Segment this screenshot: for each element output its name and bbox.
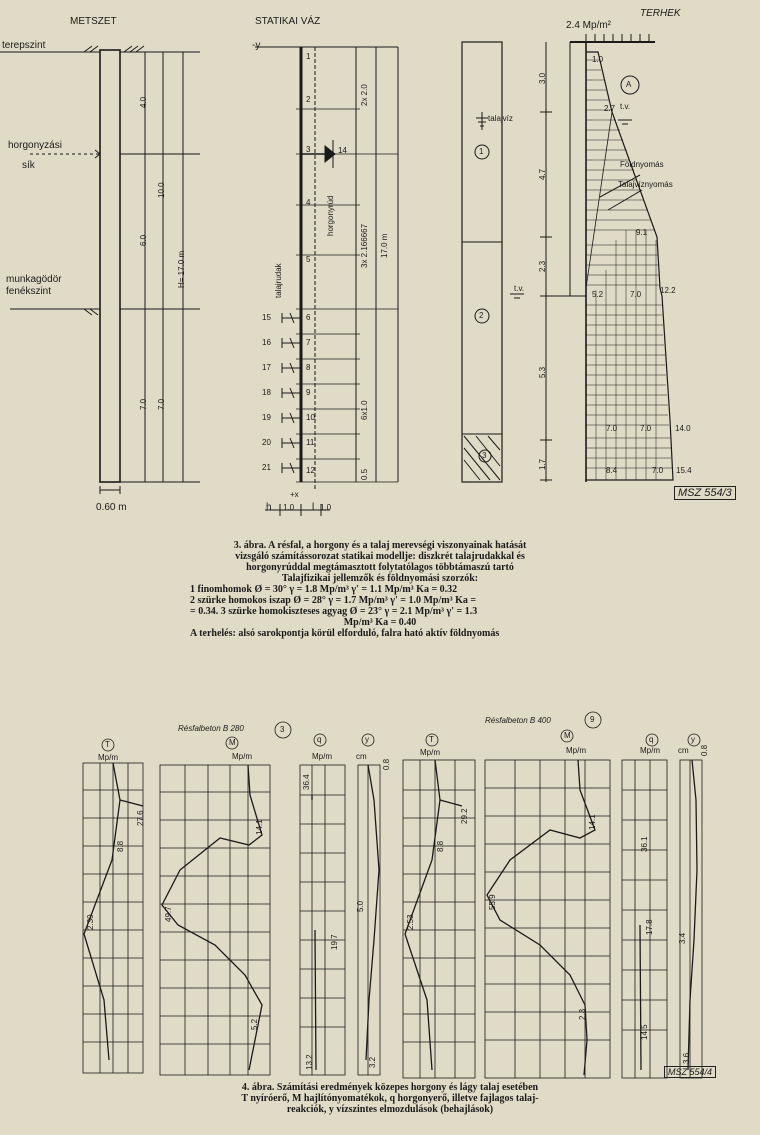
- dim-10-0: 10.0: [157, 182, 166, 198]
- dim-6-0: 6.0: [139, 234, 148, 246]
- g2-m-v1: 14.1: [588, 814, 597, 830]
- g1-t-v1: 8.8: [116, 840, 125, 852]
- tv-label-2: t.v.: [514, 284, 525, 293]
- dim-0-5: 0.5: [360, 468, 369, 480]
- g2-m-symbol: M: [564, 731, 571, 740]
- value-15-4: 15.4: [676, 466, 692, 475]
- g1-t-unit: Mp/m: [98, 753, 118, 762]
- g2-t-v2: 29.2: [460, 808, 469, 824]
- g2-t-v1: 8.8: [436, 840, 445, 852]
- dim-2-3: 2.3: [538, 260, 547, 272]
- node-12: 12: [306, 466, 315, 475]
- g1-y-unit: cm: [356, 752, 367, 761]
- g2-m-v2: 55.9: [488, 894, 497, 910]
- caption-fig3-line9: A terhelés: alsó sarokpontja körül elforduló, falra ható aktív földnyomás: [190, 628, 500, 639]
- value-7-0b: 7.0: [606, 424, 618, 433]
- value-12-2: 12.2: [660, 286, 676, 295]
- width-2: 1.0: [320, 503, 332, 512]
- spring-21: 21: [262, 463, 271, 472]
- g1-m-v1: 14.1: [255, 819, 264, 835]
- g1-t-v2: 27.6: [136, 810, 145, 826]
- x-axis-label: +x: [290, 490, 299, 499]
- caption-fig4-line2: T nyíróerő, M hajlítónyomatékok, q horgonyerő, illetve fajlagos talaj-: [241, 1093, 539, 1104]
- g1-m-unit: Mp/m: [232, 752, 252, 761]
- spring-15: 15: [262, 313, 271, 322]
- dim-7-0a: 7.0: [139, 398, 148, 410]
- group1-title: Résfalbeton B 280: [178, 724, 244, 733]
- spring-17: 17: [262, 363, 271, 372]
- circle-a: A: [626, 80, 632, 89]
- dim-7-0b: 7.0: [157, 398, 166, 410]
- soil-column: [462, 42, 502, 482]
- caption-fig3-line3: horgonyrúddal megtámasztott folytatólagos többtámaszú tartó: [246, 562, 514, 573]
- width-1: 1.0: [283, 503, 295, 512]
- talajviz-label: talajvíz: [488, 114, 513, 123]
- horgonyzasi-label: horgonyzási: [8, 140, 62, 151]
- g2-q-v1: 36.1: [640, 836, 649, 852]
- layer-2: 2: [479, 311, 484, 320]
- caption-fig3-line2: vizsgáló számítássorozat statikai modellje: diszkrét talajrudakkal és: [235, 551, 525, 562]
- dim-6x1-0: 6x1.0: [360, 400, 369, 420]
- foldnyomas-label: Földnyomás: [620, 160, 664, 169]
- node-2: 2: [306, 95, 311, 104]
- sik-label: sík: [22, 160, 35, 171]
- pressure-diagram: [510, 34, 673, 482]
- dim-1-7: 1.7: [538, 458, 547, 470]
- spring-19: 19: [262, 413, 271, 422]
- value-8-4: 8.4: [606, 466, 618, 475]
- metszet-section: [0, 46, 200, 494]
- g1-y-symbol: y: [365, 735, 369, 744]
- value-9-1: 9.1: [636, 228, 648, 237]
- value-14-0: 14.0: [675, 424, 691, 433]
- g2-y-unit: cm: [678, 746, 689, 755]
- node-4: 4: [306, 198, 311, 207]
- caption-fig3-line4: Talajfizikai jellemzők és földnyomási szorzók:: [281, 573, 479, 584]
- horgonyrud-label: horgonyrúd: [326, 195, 335, 236]
- caption-fig3-line6: 2 szürke homokos iszap Ø = 28° γ = 1.7 Mp/m³ γ' = 1.0 Mp/m³ Ka =: [190, 595, 477, 606]
- stamp-fig3: MSZ 554/3: [674, 486, 736, 500]
- caption-fig3-line5: 1 finomhomok Ø = 30° γ = 1.8 Mp/m³ γ' = 1.1 Mp/m³ Ka = 0.32: [190, 584, 458, 595]
- dim-3x: 3x 2.166667: [360, 223, 369, 268]
- dim-2x2-0: 2x 2.0: [360, 84, 369, 106]
- g1-q-v1: 36.4: [302, 774, 311, 790]
- terhek-title: TERHEK: [640, 8, 681, 19]
- group2-num: 9: [590, 715, 595, 724]
- talajrudak-label: talajrudak: [274, 263, 283, 298]
- tv-label-1: t.v.: [620, 102, 631, 111]
- group2-title: Résfalbeton B 400: [485, 716, 551, 725]
- value-7-0d: 7.0: [652, 466, 664, 475]
- stamp-fig4: MSZ 554/4: [664, 1066, 716, 1078]
- g2-y-symbol: y: [691, 735, 695, 744]
- g1-q-v2: 19.7: [330, 934, 339, 950]
- g1-q-symbol: q: [317, 735, 322, 744]
- fenekszint-label: fenékszint: [6, 286, 52, 297]
- spring-18: 18: [262, 388, 271, 397]
- g2-m-unit: Mp/m: [566, 746, 586, 755]
- g2-y-v1: 0.8: [700, 744, 709, 756]
- metszet-title: METSZET: [70, 16, 117, 27]
- caption-fig3-line8: Mp/m³ Ka = 0.40: [343, 617, 417, 628]
- node-1: 1: [306, 52, 311, 61]
- g2-q-v3: 14.5: [640, 1024, 649, 1040]
- value-2-7: 2.7: [604, 104, 616, 113]
- g2-t-unit: Mp/m: [420, 748, 440, 757]
- value-1-0: 1.0: [592, 55, 604, 64]
- g1-y-v3: 3.2: [368, 1056, 377, 1068]
- caption-fig4-line1: 4. ábra. Számítási eredmények közepes horgony és lágy talaj esetében: [241, 1082, 539, 1093]
- statikai-title: STATIKAI VÁZ: [255, 16, 321, 27]
- spring-16: 16: [262, 338, 271, 347]
- node-3: 3: [306, 145, 311, 154]
- node-8: 8: [306, 363, 311, 372]
- value-5-2: 5.2: [592, 290, 604, 299]
- caption-fig3-line7: = 0.34. 3 szürke homokiszteses agyag Ø = 23° γ = 2.1 Mp/m³ γ' = 1.3: [190, 606, 478, 617]
- layer-1: 1: [479, 147, 484, 156]
- value-7-0c: 7.0: [640, 424, 652, 433]
- node-5: 5: [306, 255, 311, 264]
- g1-m-v3: 5.2: [250, 1018, 259, 1030]
- caption-fig4-line3: reakciók, y vízszintes elmozdulások (behajlások): [286, 1104, 494, 1115]
- dim-4-7: 4.7: [538, 168, 547, 180]
- dim-3-0: 3.0: [538, 72, 547, 84]
- g2-q-symbol: q: [649, 735, 654, 744]
- g2-y-v3: 3.6: [682, 1052, 691, 1064]
- node-11: 11: [306, 438, 315, 447]
- g2-q-unit: Mp/m: [640, 746, 660, 755]
- caption-fig4: [190, 1082, 590, 1115]
- munkagodor-label: munkagödör: [6, 274, 62, 285]
- h-label: h: [266, 502, 272, 513]
- g2-t-v3: 2.53: [406, 914, 415, 930]
- l-label: l: [312, 502, 315, 513]
- g1-y-v2: 5.0: [356, 900, 365, 912]
- terepszint-label: terepszint: [2, 40, 46, 51]
- y-axis-label: -y: [252, 40, 261, 51]
- g1-m-symbol: M: [229, 738, 236, 747]
- talajviznyomas-label: Talajvíznyomás: [618, 180, 673, 189]
- g1-m-v2: 49.7: [164, 906, 173, 922]
- fig4-group1: [83, 763, 380, 1075]
- layer-3: 3: [482, 451, 487, 460]
- g2-m-v3: 2.3: [578, 1008, 587, 1020]
- g2-t-symbol: T: [429, 735, 434, 744]
- caption-fig3-line1: 3. ábra. A résfal, a horgony és a talaj merevségi viszonyainak hatását: [233, 540, 527, 551]
- g1-q-v3: 13.2: [305, 1054, 314, 1070]
- dim-4-0: 4.0: [139, 96, 148, 108]
- g2-q-v2: 17.8: [645, 919, 654, 935]
- wall-width: 0.60 m: [96, 502, 127, 513]
- g1-y-v1: 0.8: [382, 758, 391, 770]
- fig4-group2: [403, 760, 702, 1078]
- dim-5-3: 5.3: [538, 366, 547, 378]
- dim-17-0: 17.0 m: [380, 233, 389, 258]
- g2-y-v2: 3.4: [678, 932, 687, 944]
- caption-fig3: [190, 540, 570, 639]
- node-6: 6: [306, 313, 311, 322]
- load-label: 2.4 Mp/m²: [566, 20, 612, 31]
- spring-20: 20: [262, 438, 271, 447]
- dim-h: H= 17.0 m: [177, 250, 186, 288]
- node-10: 10: [306, 413, 315, 422]
- value-7-0a: 7.0: [630, 290, 642, 299]
- g1-t-symbol: T: [105, 740, 110, 749]
- g1-q-unit: Mp/m: [312, 752, 332, 761]
- g1-t-v3: 2.30: [86, 914, 95, 930]
- node-9: 9: [306, 388, 311, 397]
- node-7: 7: [306, 338, 311, 347]
- group1-num: 3: [280, 725, 285, 734]
- anchor-node-14: 14: [338, 146, 347, 155]
